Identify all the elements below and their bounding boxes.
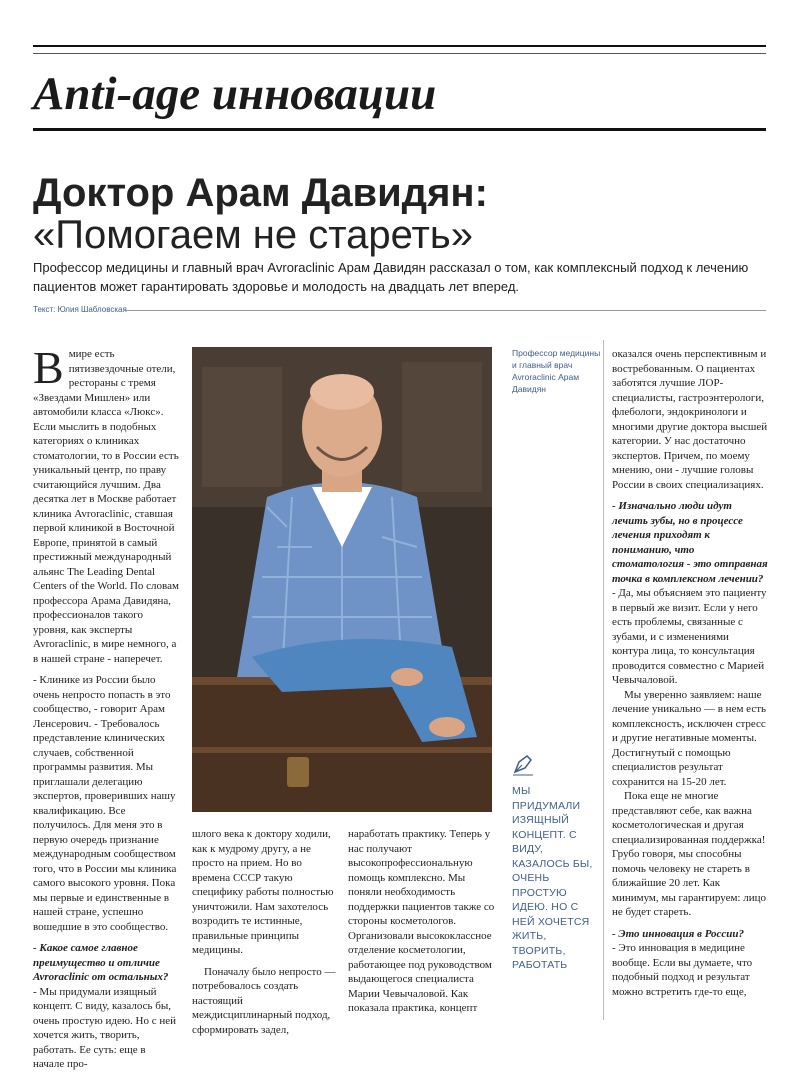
text-column-2: [192, 827, 340, 1037]
article-lead: Профессор медицины и главный врач Avroraclinic Арам Давидян рассказал о том, как комплексный подход к лечению пациентов может гарантировать здоровье и молодость на двадцать лет вперед.: [33, 260, 749, 294]
text-column-4: [612, 347, 768, 999]
col4-paragraph-3: Мы уверенно заявляем: наше лечение уникально — в нем есть комплексность, исключен стресс и другие негативные моменты. Достигнутый с помощью специалистов результат сохранится на 15-20 лет.: [612, 688, 767, 788]
article-subheadline: «Помогаем не стареть»: [33, 213, 473, 257]
top-rule: [33, 45, 766, 47]
col4-paragraph-1: оказался очень перспективным и востребованным. О пациентах заботятся лучшие ЛОР-специалисты, гастроэнтерологи, флебологи, эндокринологи и многими другие доктора высшей категории. У нас достаточно экспертов. Причем, по моему мнению, они - лучшие головы России в своих специализациях.: [612, 348, 768, 491]
col1-paragraph-2: - Клинике из России было очень непросто попасть в это сообщество, - говорит Арам Ленсерович. - Требовалось представление клинических случаев, собственной программы развития. Мы приглашали делегацию экспертов, проверивших нашу квалификацию. Все получилось. Для меня это в первую очередь признание международным сообществом того, что в России мы клиника самого высокого уровня. Пока мы первые и единственные в нашей стране, успешно вошедшие в это сообщество.: [33, 674, 177, 933]
col4-paragraph-5: - Это инновация в медицине вообще. Если вы думаете, что подобный подход и результат можно встретить где-то еще,: [612, 942, 753, 998]
top-rule-thin: [33, 53, 766, 54]
col4-paragraph-2: - Да, мы объясняем это пациенту в первый же визит. Если у него есть проблемы, связанные с зубами, и с изменениями контура лица, то консультация проводится совместно с Марией Чевычаловой.: [612, 587, 767, 686]
pull-quote: МЫ ПРИДУМАЛИ ИЗЯЩНЫЙ КОНЦЕПТ. С ВИДУ, КАЗАЛОСЬ БЫ, ОЧЕНЬ ПРОСТУЮ ИДЕЮ. НО С НЕЙ ХОЧЕТСЯ ЖИТЬ, ТВОРИТЬ, РАБОТАТЬ: [512, 785, 593, 971]
section-title: Anti-age инновации: [33, 68, 437, 120]
pen-icon: [511, 752, 535, 776]
col2-paragraph-1: шлого века к доктору ходили, как к мудрому другу, а не просто на прием. Но во времена СССР такую специфику работы полностью уничтожили. Нам захотелось возродить те истинные, правильные принципы медицины.: [192, 828, 334, 956]
col3-paragraph-1: наработать практику. Теперь у нас получают высокопрофессиональную помощь комплексно. Мы поняли необходимость поддержки пациентов также со стороны косметологов. Организовали высококлассное отделение косметологии, работающее под руководством выдающегося специалиста Марии Чевычаловой. Как показала практика, концепт: [348, 828, 495, 1014]
col1-paragraph-1: мире есть пятизвездочные отели, рестораны с тремя «Звездами Мишлен» или автомобили класса «Люкс». Если мыслить в подобных категориях о клиниках стоматологии, то в России есть уникальный центр, по праву считающийся лучшим. Два десятка лет в Москве работает клиника Avroraclinic, ставшая первой клиникой в Восточной Европе, принятой в самый престижный международный альянс The Leading Dental Centers of the World. По словам профессора Арама Давидяна, профессионалов такого уровня, как эксперты Avroraclinic, в мире немного, а в нашей стране - наперечет.: [33, 348, 179, 665]
photo-caption: Профессор медицины и главный врач Avroraclinic Арам Давидян: [512, 348, 601, 394]
col2-paragraph-2: Поначалу было непросто — потребовалось создать настоящий междисциплинарный подход, сформировать задел,: [192, 965, 336, 1036]
interview-question-2: - Изначально люди идут лечить зубы, но в процессе лечения приходят к пониманию, что стоматология - это отправная точка в комплексном лечении?: [612, 500, 768, 585]
interview-question-1: - Какое самое главное преимущество и отличие Avroraclinic от остальных?: [33, 942, 169, 983]
credit-rule: [124, 310, 766, 311]
text-column-1: [33, 342, 179, 1072]
drop-cap: В: [33, 342, 64, 393]
interview-question-3: - Это инновация в России?: [612, 927, 745, 940]
col1-paragraph-3: - Мы придумали изящный концепт. С виду, казалось бы, очень простую идею. Но с ней хочется жить, творить, работать. Ее суть: еще в начале про-: [33, 985, 177, 1070]
section-rule: [33, 128, 766, 131]
text-column-3: [348, 827, 496, 1016]
doctor-photo: [192, 347, 492, 812]
col4-paragraph-4: Пока еще не многие представляют себе, как важна косметологическая и другая специализированная поддержка! Грубо говоря, мы способны помочь человеку не стареть в ближайшие 20 лет. Как минимум, мы гарантируем: лицо не будет стареть.: [612, 790, 766, 918]
article-headline: Доктор Арам Давидян:: [33, 171, 488, 215]
author-credit: Текст: Юлия Шабловская: [33, 305, 127, 314]
column-divider: [603, 340, 604, 1020]
